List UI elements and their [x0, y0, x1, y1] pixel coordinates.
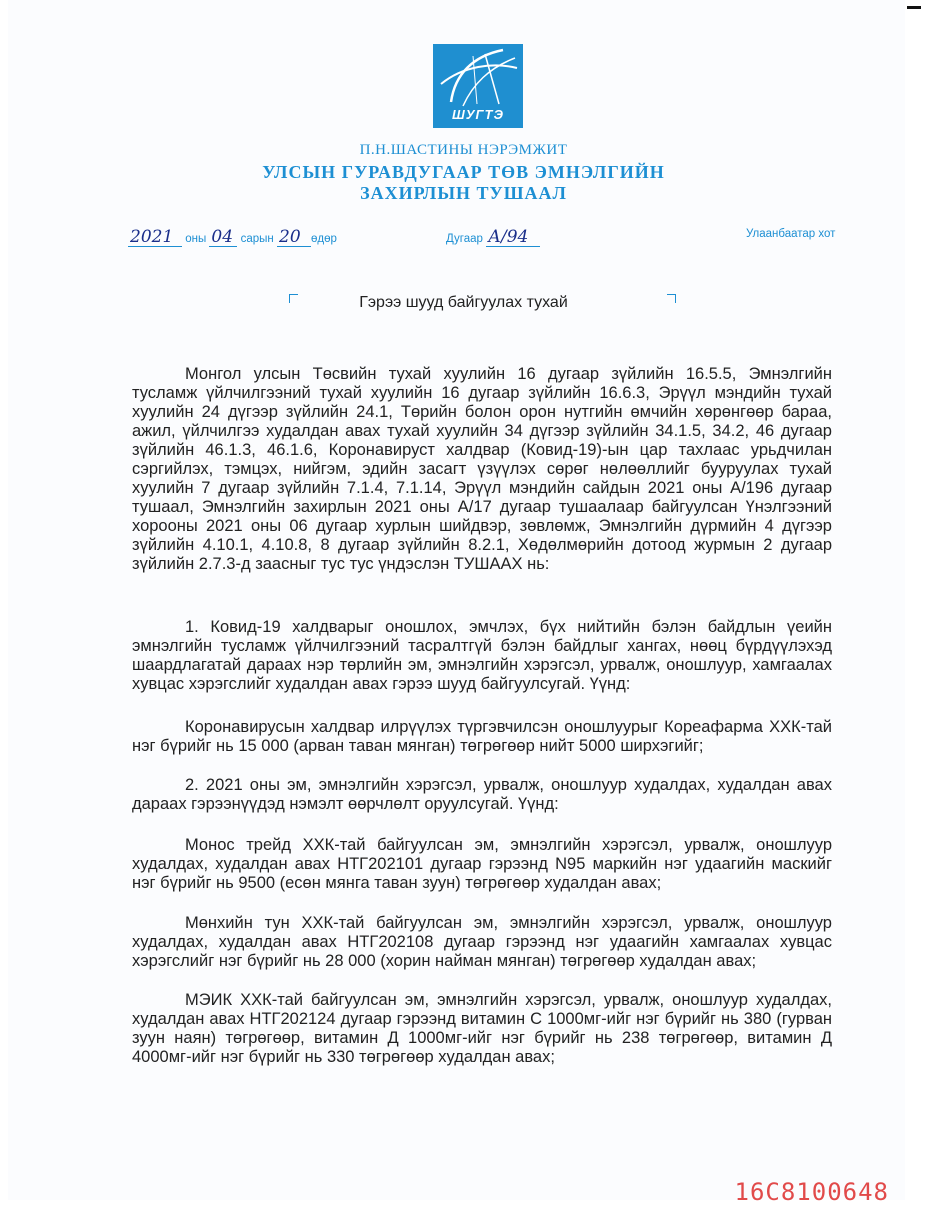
header-line-3: ЗАХИРЛЫН ТУШААЛ	[360, 183, 567, 203]
paragraph-item-1-text: 1. Ковид-19 халдварыг оношлох, эмчлэх, бүх нийтийн бэлэн байдлын үеийн эмнэлгийн тусламж үйлчилгээний тасралтгүй бэлэн байдлыг хангах, нөөц бүрдүүлэхэд шаардлагатай дараах нэр төрлийн эм, эмнэлгийн хэрэгсэл, урвалж, оношлуур, хамгаалах хувцас хэрэгслийг худалдан авах гэрээ шууд байгуулсугай. Үүнд:	[132, 618, 832, 693]
order-number: А/94	[486, 228, 540, 247]
date-day-label: өдөр	[311, 233, 337, 245]
paragraph-item-1a	[132, 718, 832, 756]
date-month-label: сарын	[240, 233, 274, 245]
subject-title: Гэрээ шууд байгуулах тухай	[359, 294, 568, 311]
header-line-2: УЛСЫН ГУРАВДУГААР ТӨВ ЭМНЭЛГИЙН	[262, 162, 665, 182]
date-day: 20	[277, 228, 311, 247]
date-month: 04	[209, 228, 237, 247]
paragraph-item-2a	[132, 836, 832, 893]
paragraph-item-2a-text: Монос трейд ХХК-тай байгуулсан эм, эмнэлгийн хэрэгсэл, урвалж, оношлуур худалдах, худалдан авах НТГ202101 дугаар гэрээнд N95 маркийн нэг удаагийн маскийг нэг бүрийг нь 9500 (есөн мянга таван зуун) төгрөгөөр худалдан авах;	[132, 836, 832, 892]
paragraph-item-2-text: 2. 2021 оны эм, эмнэлгийн хэрэгсэл, урвалж, оношлуур худалдах, худалдан авах дараах гэрээнүүдэд нэмэлт өөрчлөлт оруулсугай. Үүнд:	[132, 776, 832, 813]
scan-edge-mark	[907, 6, 921, 9]
date-block	[128, 228, 337, 247]
date-year: 2021	[128, 228, 182, 247]
paragraph-item-1	[132, 618, 832, 694]
paragraph-item-2b-text: Мөнхийн тун ХХК-тай байгуулсан эм, эмнэлгийн хэрэгсэл, урвалж, оношлуур худалдах, худалдан авах НТГ202108 дугаар гэрээнд нэг удаагийн хамгаалах хувцас хэрэгслийг нэг бүрийг нь 28 000 (хорин найман мянган) төгрөгөөр худалдан авах;	[132, 914, 832, 970]
paragraph-item-2	[132, 776, 832, 814]
paragraph-intro	[132, 365, 832, 574]
paragraph-item-2c	[132, 991, 832, 1067]
paragraph-item-1a-text: Коронавирусын халдвар илрүүлэх түргэвчилсэн оношлуурыг Кореафарма ХХК-тай нэг бүрийг нь 15 000 (арван таван мянган) төгрөгөөр нийт 5000 ширхэгийг;	[132, 718, 832, 755]
paragraph-item-2c-text: МЭИК ХХК-тай байгуулсан эм, эмнэлгийн хэрэгсэл, урвалж, оношлуур худалдах, худалдан авах НТГ202124 дугаар гэрээнд витамин С 1000мг-ийг нэг бүрийг нь 380 (гурван зуун наян) төгрөгөөр, витамин Д 1000мг-ийг нэг бүрийг нь 238 төгрөгөөр, витамин Д 4000мг-ийг нэг бүрийг нь 330 төгрөгөөр худалдан авах;	[132, 991, 832, 1066]
logo-text: ШУГТЭ	[452, 107, 504, 122]
order-number-label: Дугаар	[446, 233, 483, 245]
hospital-logo	[433, 44, 523, 128]
date-year-label: оны	[185, 233, 207, 245]
paragraph-item-2b	[132, 914, 832, 971]
order-number-block	[446, 228, 540, 247]
header-line-1: П.Н.ШАСТИНЫ НЭРЭМЖИТ	[359, 142, 568, 158]
serial-number-stamp: 16С8100648	[734, 1178, 889, 1206]
city-label: Улаанбаатар хот	[746, 228, 836, 240]
paragraph-intro-text: Монгол улсын Төсвийн тухай хуулийн 16 дугаар зүйлийн 16.5.5, Эмнэлгийн тусламж үйлчилгээний тухай хуулийн 16 дугаар зүйлийн 16.6.3, Эрүүл мэндийн тухай хуулийн 24 дүгээр зүйлийн 24.1, Төрийн болон орон нутгийн өмчийн хөрөнгөөр бараа, ажил, үйлчилгээ худалдан авах тухай хуулийн 34 дүгээр зүйлийн 34.1.5, 34.2, 46 дугаар зүйлийн 46.1.3, 46.1.6, Коронавируст халдвар (Ковид-19)-ын цар тахлаас урьдчилан сэргийлэх, тэмцэх, нийгэм, эдийн засагт үзүүлэх сөрөг нөлөөллийг бууруулах тухай хуулийн 7 дугаар зүйлийн 7.1.4, 7.1.14, Эрүүл мэндийн сайдын 2021 оны А/196 дугаар тушаал, Эмнэлгийн захирлын 2021 оны А/17 дугаар тушаалаар байгуулсан Үнэлгээний хорооны 2021 оны 06 дугаар хурлын шийдвэр, зөвлөмж, Эмнэлгийн дүрмийн 4 дүгээр зүйлийн 4.10.1, 4.10.8, 8 дугаар зүйлийн 8.2.1, Хөдөлмөрийн дотоод журмын 2 дугаар зүйлийн 2.7.3-д заасныг тус тус үндэслэн ТУШААХ нь:	[132, 365, 832, 573]
